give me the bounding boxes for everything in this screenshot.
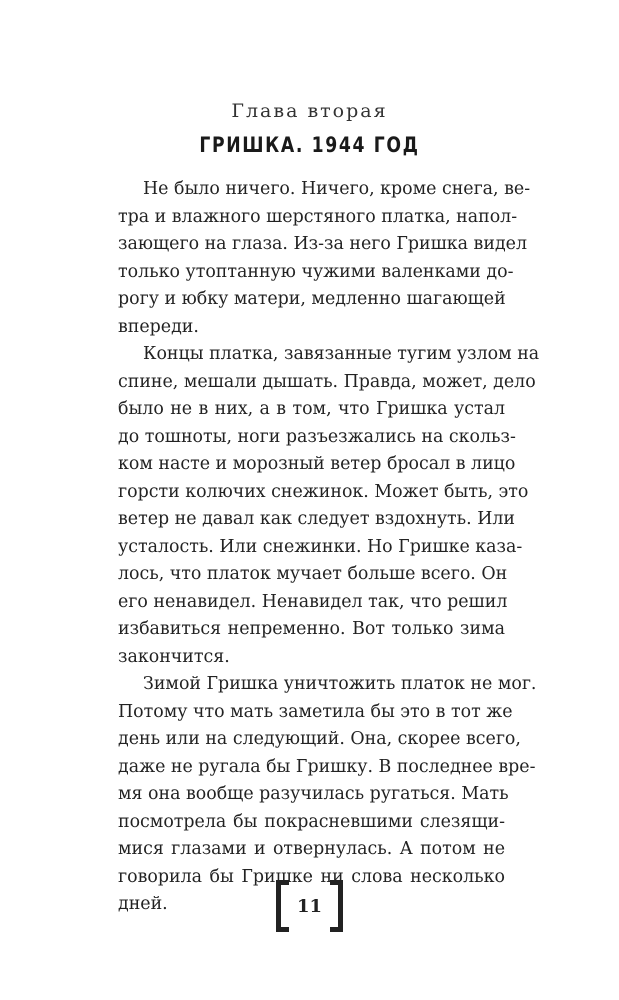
text-line: мя она вообще разучилась ругаться. Мать — [118, 784, 509, 804]
page-number-value: 11 — [296, 895, 323, 917]
text-line: ветер не давал как следует вздохнуть. Или — [118, 509, 516, 529]
text-line: его ненавидел. Ненавидел так, что решил — [118, 591, 508, 612]
text-line: день или на следующий. Она, скорее всего, — [118, 729, 521, 749]
right-bracket-icon — [330, 880, 343, 932]
text-line: дней. — [118, 894, 168, 914]
chapter-title: ГРИШКА. 1944 ГОД — [199, 133, 420, 157]
text-line: тра и влажного шерстяного платка, напол- — [118, 206, 518, 227]
text-line: Концы платка, завязанные тугим узлом на — [143, 344, 540, 364]
text-line: впереди. — [118, 316, 199, 337]
page-number — [0, 880, 619, 932]
text-line: рогу и юбку матери, медленно шагающей — [118, 289, 506, 309]
left-bracket-icon — [276, 880, 289, 932]
chapter-label: Глава вторая — [231, 100, 388, 122]
text-line: было не в них, а в том, что Гришка устал — [118, 399, 505, 419]
text-line: спине, мешали дышать. Правда, может, дело — [118, 371, 536, 392]
text-line: Зимой Гришка уничтожить платок не мог. — [143, 674, 537, 694]
text-line: посмотрела бы покрасневшими слезящи- — [118, 811, 505, 832]
text-line: Не было ничего. Ничего, кроме снега, ве- — [143, 179, 531, 199]
text-line: избавиться непременно. Вот только зима — [118, 619, 505, 639]
text-line: даже не ругала бы Гришку. В последнее вре- — [118, 756, 536, 777]
text-line: зающего на глаза. Из-за него Гришка видел — [118, 234, 527, 254]
text-line: говорила бы Гришке ни слова несколько — [118, 866, 505, 887]
text-line: горсти колючих снежинок. Может быть, это — [118, 481, 529, 502]
text-line: лось, что платок мучает больше всего. Он — [118, 564, 508, 584]
text-line: только утоптанную чужими валенками до- — [118, 261, 514, 282]
text-line: закончится. — [118, 646, 230, 667]
body-text — [118, 176, 540, 919]
text-line: мися глазами и отвернулась. А потом не — [118, 839, 505, 859]
text-line: до тошноты, ноги разъезжались на скольз- — [118, 426, 516, 447]
text-line: ком насте и морозный ветер бросал в лицо — [118, 454, 516, 474]
text-line: усталость. Или снежинки. Но Гришке каза- — [118, 536, 523, 557]
text-line: Потому что мать заметила бы это в тот же — [118, 701, 513, 722]
